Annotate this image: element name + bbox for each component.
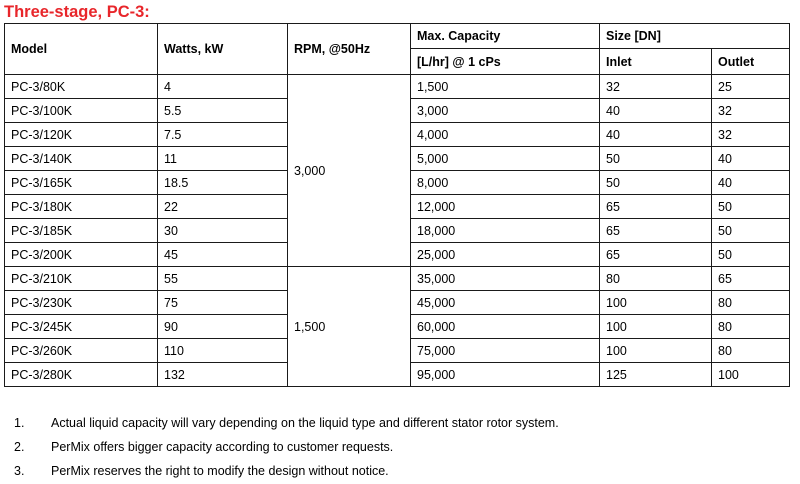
cell-outlet: 50 (712, 219, 790, 243)
cell-inlet: 50 (600, 171, 712, 195)
cell-inlet: 65 (600, 219, 712, 243)
cell-inlet: 100 (600, 339, 712, 363)
table-row (5, 75, 790, 99)
cell-inlet: 65 (600, 195, 712, 219)
cell-capacity: 12,000 (411, 195, 600, 219)
cell-watts: 55 (158, 267, 288, 291)
cell-watts: 4 (158, 75, 288, 99)
cell-model: PC-3/140K (5, 147, 158, 171)
cell-model: PC-3/100K (5, 99, 158, 123)
cell-model: PC-3/210K (5, 267, 158, 291)
cell-model: PC-3/230K (5, 291, 158, 315)
cell-outlet: 80 (712, 339, 790, 363)
header-watts: Watts, kW (158, 24, 288, 75)
cell-capacity: 25,000 (411, 243, 600, 267)
cell-inlet: 100 (600, 315, 712, 339)
header-capacity-unit: [L/hr] @ 1 cPs (411, 49, 600, 75)
header-capacity: Max. Capacity (411, 24, 600, 49)
cell-model: PC-3/180K (5, 195, 158, 219)
spec-table (4, 23, 790, 387)
cell-inlet: 40 (600, 99, 712, 123)
header-inlet: Inlet (600, 49, 712, 75)
header-model: Model (5, 24, 158, 75)
footnote-number: 1. (14, 416, 25, 430)
cell-capacity: 35,000 (411, 267, 600, 291)
cell-outlet: 80 (712, 315, 790, 339)
cell-outlet: 50 (712, 243, 790, 267)
cell-capacity: 18,000 (411, 219, 600, 243)
cell-watts: 75 (158, 291, 288, 315)
cell-outlet: 50 (712, 195, 790, 219)
footnotes (14, 411, 559, 483)
cell-watts: 5.5 (158, 99, 288, 123)
cell-capacity: 75,000 (411, 339, 600, 363)
cell-outlet: 80 (712, 291, 790, 315)
footnote-number: 2. (14, 440, 25, 454)
cell-outlet: 40 (712, 171, 790, 195)
cell-inlet: 50 (600, 147, 712, 171)
cell-capacity: 5,000 (411, 147, 600, 171)
cell-watts: 90 (158, 315, 288, 339)
cell-inlet: 100 (600, 291, 712, 315)
cell-inlet: 80 (600, 267, 712, 291)
cell-watts: 30 (158, 219, 288, 243)
footnote (14, 411, 559, 435)
cell-model: PC-3/80K (5, 75, 158, 99)
cell-model: PC-3/120K (5, 123, 158, 147)
cell-capacity: 4,000 (411, 123, 600, 147)
cell-capacity: 95,000 (411, 363, 600, 387)
cell-rpm-group: 3,000 (288, 75, 411, 267)
section-title: Three-stage, PC-3: (4, 3, 150, 21)
cell-outlet: 32 (712, 123, 790, 147)
cell-capacity: 1,500 (411, 75, 600, 99)
cell-outlet: 32 (712, 99, 790, 123)
cell-model: PC-3/280K (5, 363, 158, 387)
cell-watts: 45 (158, 243, 288, 267)
cell-outlet: 25 (712, 75, 790, 99)
footnote-text: PerMix reserves the right to modify the design without notice. (51, 464, 389, 478)
header-size: Size [DN] (600, 24, 790, 49)
footnote-text: Actual liquid capacity will vary depending on the liquid type and different stator rotor system. (51, 416, 559, 430)
cell-watts: 22 (158, 195, 288, 219)
footnote (14, 459, 559, 483)
cell-model: PC-3/165K (5, 171, 158, 195)
cell-watts: 11 (158, 147, 288, 171)
footnote-number: 3. (14, 464, 25, 478)
cell-watts: 132 (158, 363, 288, 387)
header-outlet: Outlet (712, 49, 790, 75)
cell-capacity: 60,000 (411, 315, 600, 339)
header-rpm: RPM, @50Hz (288, 24, 411, 75)
cell-model: PC-3/245K (5, 315, 158, 339)
cell-inlet: 125 (600, 363, 712, 387)
cell-model: PC-3/260K (5, 339, 158, 363)
cell-watts: 110 (158, 339, 288, 363)
cell-watts: 7.5 (158, 123, 288, 147)
cell-outlet: 100 (712, 363, 790, 387)
cell-outlet: 65 (712, 267, 790, 291)
cell-capacity: 3,000 (411, 99, 600, 123)
cell-inlet: 32 (600, 75, 712, 99)
cell-inlet: 40 (600, 123, 712, 147)
cell-capacity: 45,000 (411, 291, 600, 315)
cell-outlet: 40 (712, 147, 790, 171)
footnote-text: PerMix offers bigger capacity according to customer requests. (51, 440, 394, 454)
cell-model: PC-3/185K (5, 219, 158, 243)
cell-model: PC-3/200K (5, 243, 158, 267)
table-row (5, 267, 790, 291)
cell-rpm-group: 1,500 (288, 267, 411, 387)
cell-capacity: 8,000 (411, 171, 600, 195)
cell-watts: 18.5 (158, 171, 288, 195)
header-row-1 (5, 24, 790, 49)
cell-inlet: 65 (600, 243, 712, 267)
footnote (14, 435, 559, 459)
